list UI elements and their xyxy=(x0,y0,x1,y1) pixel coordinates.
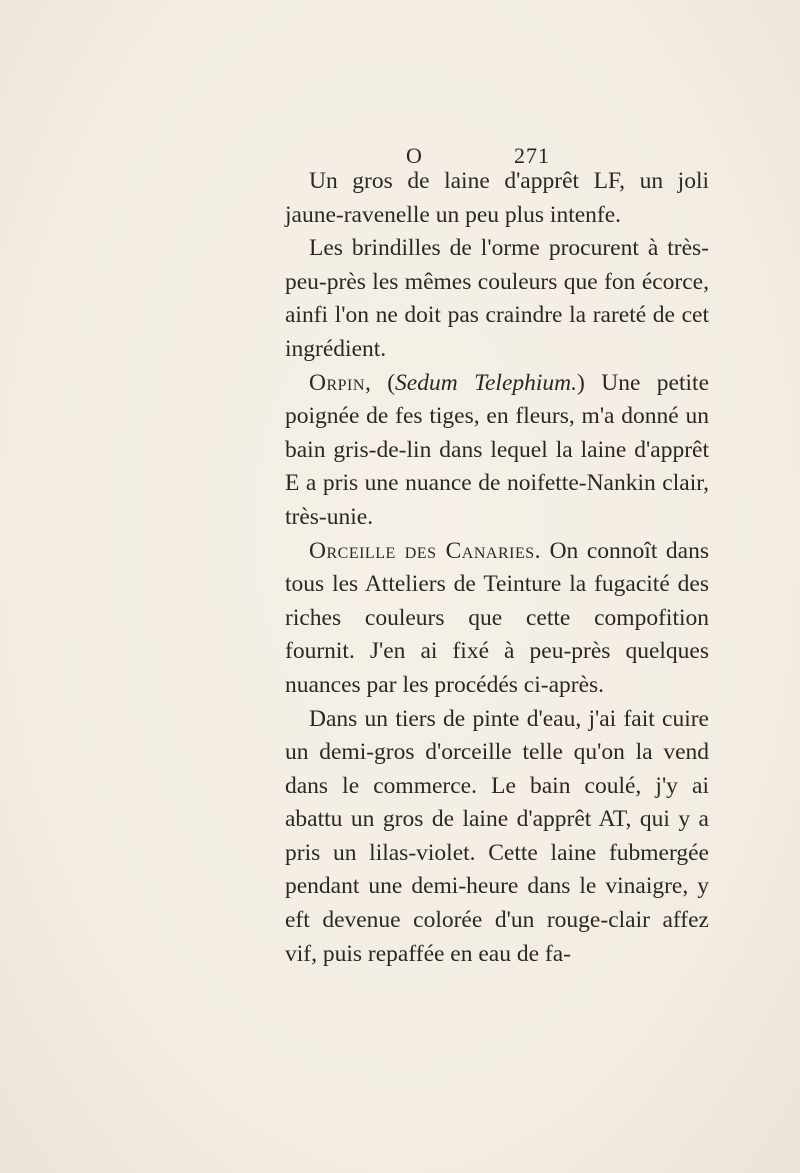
paragraph xyxy=(285,535,709,703)
paragraph-text: ) Une petite poignée de fes tiges, en fleurs, m'a donné un bain gris-de-lin dans lequel la laine d'apprêt E a pris une nuance de noifette-Nankin clair, très-unie. xyxy=(285,369,709,530)
heading-punctuation: , ( xyxy=(364,369,396,396)
paragraph-text: On connoît dans tous les Atteliers de Teinture la fugacité des riches couleurs que cette compofition fournit. J'en ai fixé à peu-près quelques nuances par les procédés ci-après. xyxy=(285,537,709,698)
paragraph: Les brindilles de l'orme procurent à très-peu-près les mêmes couleurs que fon écorce, ainfi l'on ne doit pas craindre la rareté de cet ingrédient. xyxy=(285,235,709,362)
latin-name: Sedum Telephium. xyxy=(395,369,578,396)
paragraph: Dans un tiers de pinte d'eau, j'ai fait cuire un demi-gros d'orceille telle qu'on la vend dans le commerce. Le bain coulé, j'y ai abattu un gros de laine d'apprêt AT, qui y a pris un lilas-violet. Cette laine fubmergée pendant une demi-heure dans le vinaigre, y eft devenue colorée d'un rouge-clair affez vif, puis repaffée en eau de fa- xyxy=(285,705,709,967)
signature-mark: O xyxy=(406,143,422,168)
body-text xyxy=(285,165,709,971)
paragraph xyxy=(285,367,709,535)
entry-heading-orceille: Orceille des Canaries. xyxy=(309,537,541,564)
entry-heading-orpin: Orpin xyxy=(309,369,365,396)
page-number: 271 xyxy=(514,143,550,168)
paragraph: Un gros de laine d'apprêt LF, un joli jaune-ravenelle un peu plus intenfe. xyxy=(285,168,709,228)
